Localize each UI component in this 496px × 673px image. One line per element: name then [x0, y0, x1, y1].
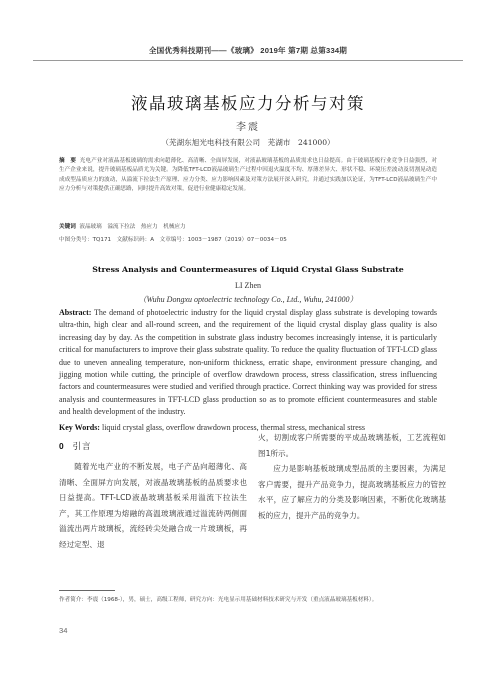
abstract-cn-text: 光电产业对液晶基板玻璃的需求向超薄化、高清晰、全面屏发展，对液晶玻璃基板的品质需求也日益提高。由于玻璃基板行业竞争日益强烈，对生产企业来说，提升玻璃基板品质尤为关键。为降低TFT-LCD液晶玻璃生产过程中因退火温度不均、厚薄差异大、形状不稳、环境压差波动及切割晃动造成成型品质应力的波动，从溢流下拉法生产原理、应力分类、应力影响因素及对策方法展开深入研究，并通过实践加以论证，为TFT-LCD液晶玻璃生产中应力分析与对策提供正确思路，同时提升高效对策，促进行业健康稳定发展。 — [59, 158, 437, 192]
keywords-cn-label: 关键词 — [59, 224, 76, 230]
title-cn: 液晶玻璃基板应力分析与对策 — [131, 94, 365, 113]
author-footnote: 作者简介：李震（1968-），男，硕士，高级工程师，研究方向：光电显示用基础材料技术研究与开发（重点液晶玻璃基板材料）。 — [59, 597, 378, 603]
author-en: LI Zhen — [235, 281, 261, 290]
abstract-cn — [59, 157, 437, 194]
abstract-en — [59, 307, 437, 419]
body-right-paragraph-1: 火，切割成客户所需要的平成品玻璃基板，工艺流程如图1所示。 — [258, 433, 446, 458]
abstract-en-label: Abstract: — [59, 308, 92, 317]
keywords-en-text: liquid crystal glass, overflow drawdown process, thermal stress, mechanical stress — [101, 423, 366, 432]
keywords-en-label: Key Words: — [59, 423, 100, 432]
keywords-cn-text: 液晶玻璃 溢流下拉法 热应力 机械应力 — [79, 224, 186, 230]
section-number: 0 — [59, 441, 65, 451]
affiliation-en: （Wuhu Dongxu optoelectric technology Co., Ltd., Wuhu, 241000） — [138, 295, 358, 304]
page-number: 34 — [59, 626, 68, 635]
section-title: 引言 — [72, 441, 92, 451]
keywords-cn — [59, 222, 437, 230]
body-column-left: 随着光电产业的不断发展，电子产品向超薄化、高清晰、全面屏方向发展，对液晶玻璃基板的品质要求也日益提高。TFT-LCD液晶玻璃基板采用溢流下拉法生产，其工作原理为熔融的高温玻璃液通过溢流砖两侧面溢流出两片玻璃板，流经砖尖处融合成一片玻璃板，再经过定型、退 — [59, 462, 247, 549]
header-rule — [33, 60, 463, 61]
classification-line: 中图分类号：TQ171 文献标识码：A 文章编号：1003－1987（2019）07－0034－05 — [59, 237, 287, 243]
abstract-en-text: The demand of photoelectric industry for the liquid crystal display glass substrate is developing towards ultra-thin, high clear and all-round screen, and the requirement of the liquid crystal display glass quality is also increasing day by day. As the competition in substrate glass industry becomes increasingly intense, it is particularly critical for manufacturers to improve their glass substrate quality. To reduce the quality fluctuation of TFT-LCD glass due to uneven annealing temperature, non-uniform thickness, erratic shape, environment pressure changing, and jigging motion while cutting, the principle of overflow drawdown process, stress classification, stress influencing factors and countermeasures were studied and verified through practice. Correct thinking way was provided for stress analysis and countermeasures in TFT-LCD glass production so as to promote efficient countermeasures and stable and health development of the industry. — [59, 308, 437, 417]
affiliation-cn: （芜湖东旭光电科技有限公司 芜湖市 241000） — [161, 138, 335, 147]
section-heading — [59, 440, 91, 452]
footnote-rule — [59, 590, 115, 591]
author-cn: 李震 — [236, 122, 260, 133]
title-en: Stress Analysis and Countermeasures of Liquid Crystal Glass Substrate — [92, 265, 404, 274]
body-right-paragraph-2: 应力是影响基板玻璃成型品质的主要因素，为满足客户需要，提升产品竞争力，提高玻璃基板应力的管控水平，应了解应力的分类及影响因素，不断优化玻璃基板的应力，提升产品的竞争力。 — [258, 464, 446, 520]
abstract-cn-label: 摘 要 — [59, 158, 77, 164]
body-column-right — [258, 430, 446, 524]
journal-header: 全国优秀科技期刊——《玻璃》 2019年 第7期 总第334期 — [148, 46, 348, 55]
